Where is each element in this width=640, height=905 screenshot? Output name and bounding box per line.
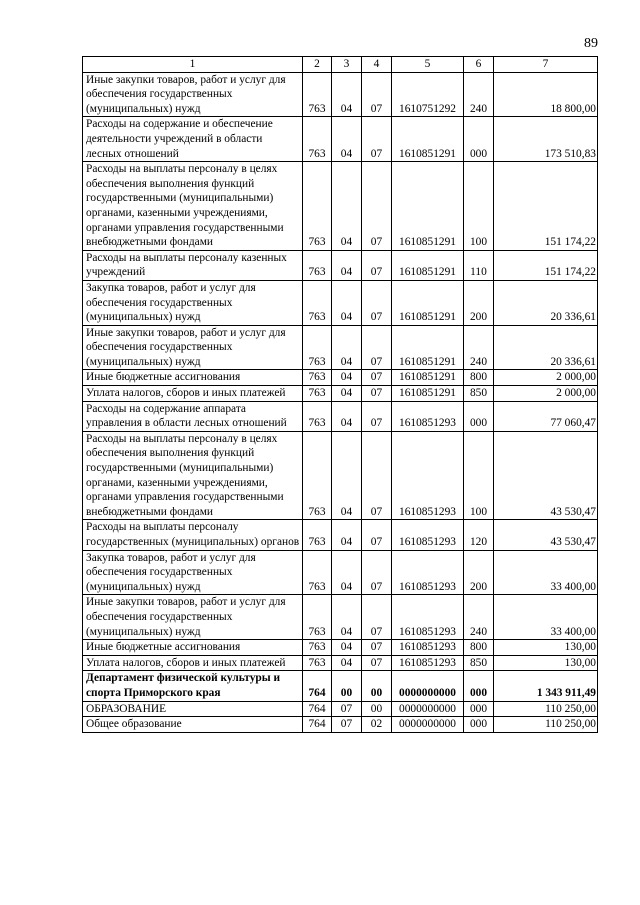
row-target-article: 1610851293 [392,520,464,550]
row-section: 07 [332,717,362,733]
row-subsection: 07 [362,250,392,280]
row-name: Расходы на содержание и обеспечение деятельности учреждений в области лесных отношений [83,117,303,162]
row-expense-type: 120 [464,520,494,550]
row-target-article: 1610851291 [392,280,464,325]
row-subsection: 07 [362,595,392,640]
table-row [83,117,598,162]
table-row [83,280,598,325]
row-expense-type: 800 [464,370,494,386]
row-target-article: 1610851291 [392,386,464,402]
row-section: 04 [332,520,362,550]
table-row [83,595,598,640]
row-expense-type: 850 [464,386,494,402]
row-admin-code: 763 [303,520,332,550]
row-target-article: 1610851293 [392,401,464,431]
row-expense-type: 100 [464,162,494,251]
row-amount: 151 174,22 [494,162,598,251]
column-header-7: 7 [494,57,598,73]
row-amount: 77 060,47 [494,401,598,431]
column-header-2: 2 [303,57,332,73]
table-row [83,72,598,117]
row-amount: 43 530,47 [494,520,598,550]
row-name: Иные закупки товаров, работ и услуг для обеспечения государственных (муниципальных) нужд [83,595,303,640]
column-header-4: 4 [362,57,392,73]
table-row [83,250,598,280]
row-expense-type: 240 [464,595,494,640]
row-subsection: 07 [362,401,392,431]
row-expense-type: 110 [464,250,494,280]
row-name: Расходы на выплаты персоналу в целях обеспечения выполнения функций государственными (муниципальными) органами, казенными учреждениями, органами управления государственными внебюджетными фондами [83,162,303,251]
row-subsection: 07 [362,386,392,402]
row-section: 04 [332,280,362,325]
row-amount: 20 336,61 [494,280,598,325]
row-subsection: 07 [362,280,392,325]
row-amount: 33 400,00 [494,595,598,640]
row-target-article: 1610751292 [392,72,464,117]
row-name: Департамент физической культуры и спорта Приморского края [83,671,303,701]
row-target-article: 1610851293 [392,595,464,640]
row-subsection: 07 [362,370,392,386]
table-row [83,671,598,701]
column-header-6: 6 [464,57,494,73]
table-row [83,717,598,733]
row-admin-code: 763 [303,655,332,671]
table-row [83,325,598,370]
row-amount: 18 800,00 [494,72,598,117]
row-section: 04 [332,386,362,402]
row-name: Расходы на выплаты персоналу казенных учреждений [83,250,303,280]
row-amount: 130,00 [494,640,598,656]
row-expense-type: 200 [464,280,494,325]
row-subsection: 00 [362,671,392,701]
row-subsection: 07 [362,162,392,251]
row-target-article: 1610851291 [392,370,464,386]
row-target-article: 1610851293 [392,431,464,520]
row-target-article: 0000000000 [392,671,464,701]
row-name: Расходы на выплаты персоналу государственных (муниципальных) органов [83,520,303,550]
row-subsection: 07 [362,520,392,550]
row-section: 04 [332,655,362,671]
row-target-article: 0000000000 [392,701,464,717]
row-section: 04 [332,370,362,386]
row-admin-code: 763 [303,431,332,520]
table-row [83,640,598,656]
row-subsection: 07 [362,431,392,520]
row-name: Уплата налогов, сборов и иных платежей [83,386,303,402]
row-target-article: 1610851291 [392,117,464,162]
row-name: Иные бюджетные ассигнования [83,370,303,386]
row-admin-code: 763 [303,640,332,656]
table-row [83,550,598,595]
row-subsection: 00 [362,701,392,717]
row-name: Закупка товаров, работ и услуг для обеспечения государственных (муниципальных) нужд [83,550,303,595]
header-row [83,57,598,73]
table-row [83,386,598,402]
row-admin-code: 763 [303,370,332,386]
row-target-article: 1610851291 [392,162,464,251]
table-row [83,401,598,431]
row-expense-type: 850 [464,655,494,671]
row-name: ОБРАЗОВАНИЕ [83,701,303,717]
table-row [83,520,598,550]
table-row [83,431,598,520]
row-section: 04 [332,117,362,162]
row-admin-code: 764 [303,717,332,733]
table-row [83,701,598,717]
row-admin-code: 763 [303,325,332,370]
row-amount: 43 530,47 [494,431,598,520]
row-admin-code: 763 [303,162,332,251]
row-subsection: 07 [362,117,392,162]
row-target-article: 1610851293 [392,655,464,671]
row-expense-type: 200 [464,550,494,595]
row-admin-code: 763 [303,550,332,595]
row-expense-type: 000 [464,117,494,162]
row-amount: 2 000,00 [494,370,598,386]
row-name: Уплата налогов, сборов и иных платежей [83,655,303,671]
row-section: 04 [332,595,362,640]
row-section: 04 [332,250,362,280]
row-expense-type: 000 [464,401,494,431]
row-admin-code: 763 [303,595,332,640]
page-number: 89 [584,36,598,51]
row-target-article: 1610851291 [392,325,464,370]
row-subsection: 07 [362,550,392,595]
row-name: Общее образование [83,717,303,733]
row-name: Иные закупки товаров, работ и услуг для обеспечения государственных (муниципальных) нужд [83,72,303,117]
row-amount: 110 250,00 [494,717,598,733]
table-row [83,370,598,386]
row-amount: 130,00 [494,655,598,671]
row-target-article: 1610851291 [392,250,464,280]
budget-table [82,56,598,733]
row-section: 04 [332,325,362,370]
row-section: 04 [332,431,362,520]
row-name: Расходы на содержание аппарата управления в области лесных отношений [83,401,303,431]
row-target-article: 0000000000 [392,717,464,733]
row-subsection: 07 [362,72,392,117]
row-amount: 173 510,83 [494,117,598,162]
row-subsection: 07 [362,325,392,370]
row-name: Расходы на выплаты персоналу в целях обеспечения выполнения функций государственными (муниципальными) органами, казенными учреждениями, органами управления государственными внебюджетными фондами [83,431,303,520]
row-name: Иные бюджетные ассигнования [83,640,303,656]
row-amount: 1 343 911,49 [494,671,598,701]
row-target-article: 1610851293 [392,550,464,595]
row-amount: 110 250,00 [494,701,598,717]
row-admin-code: 764 [303,671,332,701]
row-expense-type: 100 [464,431,494,520]
row-amount: 2 000,00 [494,386,598,402]
row-section: 00 [332,671,362,701]
column-header-1: 1 [83,57,303,73]
row-admin-code: 763 [303,280,332,325]
row-admin-code: 763 [303,250,332,280]
row-expense-type: 240 [464,325,494,370]
column-header-5: 5 [392,57,464,73]
row-admin-code: 764 [303,701,332,717]
row-expense-type: 800 [464,640,494,656]
row-subsection: 02 [362,717,392,733]
table-row [83,655,598,671]
row-section: 04 [332,162,362,251]
row-section: 04 [332,401,362,431]
row-admin-code: 763 [303,72,332,117]
row-name: Иные закупки товаров, работ и услуг для обеспечения государственных (муниципальных) нужд [83,325,303,370]
row-admin-code: 763 [303,401,332,431]
row-amount: 33 400,00 [494,550,598,595]
row-section: 04 [332,550,362,595]
row-expense-type: 000 [464,671,494,701]
row-expense-type: 240 [464,72,494,117]
table-row [83,162,598,251]
row-admin-code: 763 [303,117,332,162]
row-name: Закупка товаров, работ и услуг для обеспечения государственных (муниципальных) нужд [83,280,303,325]
row-subsection: 07 [362,640,392,656]
row-section: 07 [332,701,362,717]
row-expense-type: 000 [464,701,494,717]
row-amount: 20 336,61 [494,325,598,370]
row-target-article: 1610851293 [392,640,464,656]
row-admin-code: 763 [303,386,332,402]
row-subsection: 07 [362,655,392,671]
row-expense-type: 000 [464,717,494,733]
column-header-3: 3 [332,57,362,73]
row-amount: 151 174,22 [494,250,598,280]
row-section: 04 [332,72,362,117]
row-section: 04 [332,640,362,656]
